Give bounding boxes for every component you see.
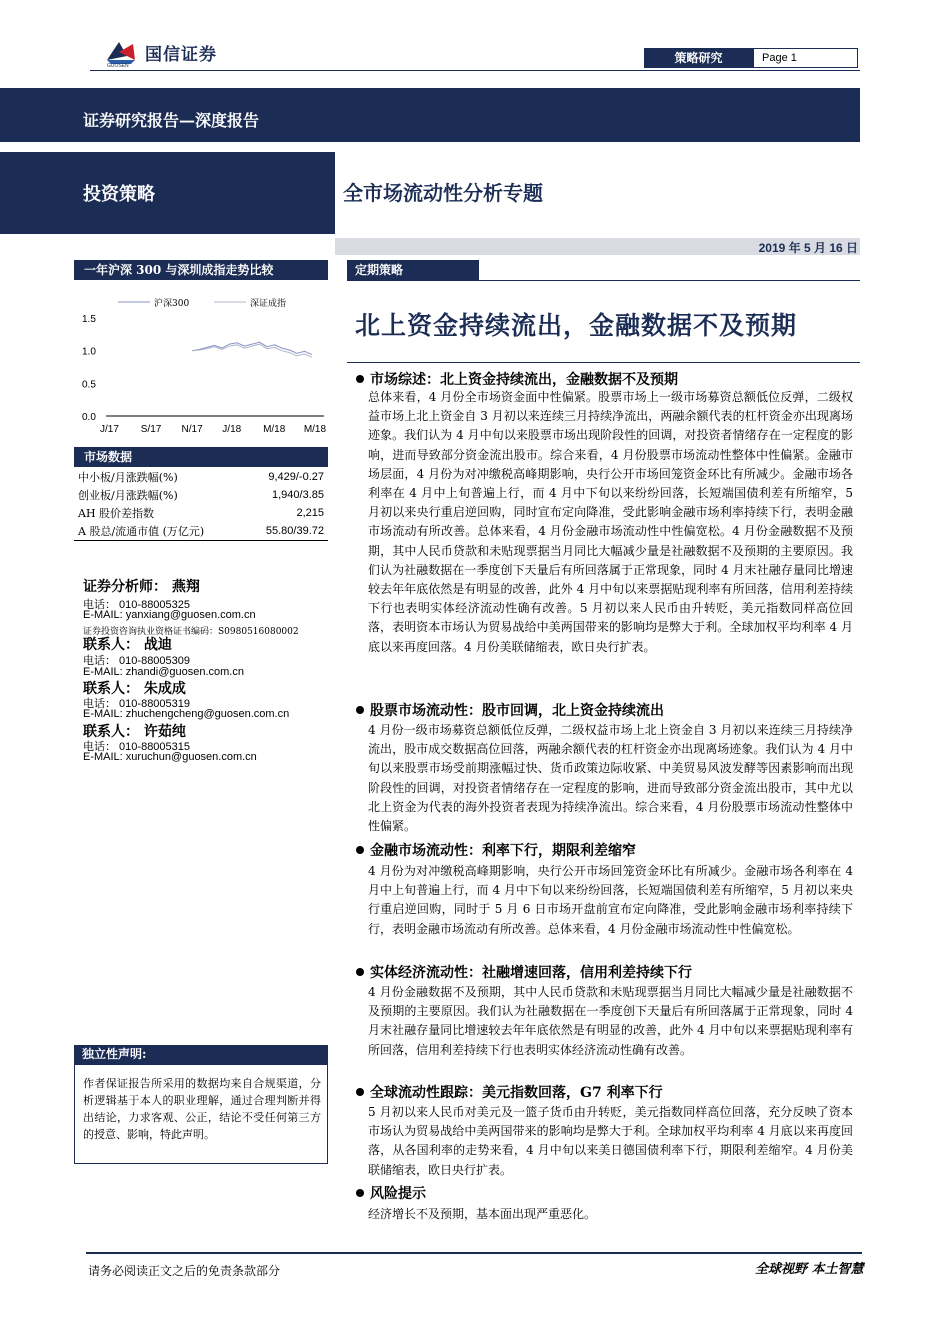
bullet-icon (356, 1189, 364, 1197)
independence-statement: 作者保证报告所采用的数据均来自合规渠道，分析逻辑基于本人的职业理解，通过合理判断并得出结论，力求客观、公正，结论不受任何第三方的授意、影响，特此声明。 (74, 1064, 328, 1164)
table-row (74, 504, 328, 522)
analyst-cert: 证券投资咨询执业资格证书编码：S0980516080002 (83, 627, 299, 637)
page-indicator: Page 1 (753, 48, 858, 68)
independence-title: 独立性声明: (74, 1045, 328, 1064)
report-type: 证券研究报告—深度报告 (83, 111, 260, 130)
row-value: 55.80/39.72 (244, 522, 328, 541)
row-value: 1,940/3.85 (272, 489, 324, 501)
table-row (74, 468, 328, 486)
market-data-table (74, 468, 328, 541)
table-row (74, 522, 328, 541)
x-tick-label: M/18 (303, 424, 327, 435)
logo-subtext: GUOSEN (107, 63, 129, 69)
bullet-icon (356, 846, 364, 854)
x-tick-label: S/17 (140, 424, 162, 435)
category-tag: 策略研究 (644, 48, 753, 68)
contact-phone: 电话： 010-88005319 (83, 698, 191, 710)
legend-szcz: 深证成指 (250, 299, 287, 309)
y-tick-label: 0.5 (82, 379, 96, 391)
row-value: 2,215 (296, 507, 324, 519)
row-label: AH 股价差指数 (78, 507, 155, 520)
y-tick-label: 1.0 (82, 346, 96, 358)
y-tick-label: 1.5 (82, 314, 96, 325)
legend-hs300: 沪深300 (154, 299, 190, 309)
section-heading: 全球流动性跟踪：美元指数回落，G7 利率下行 (356, 1082, 663, 1102)
contact-email[interactable]: E-MAIL: xuruchun@guosen.com.cn (83, 751, 257, 763)
section-band (0, 152, 335, 234)
section-body: 4 月份金融数据不及预期，其中人民币贷款和未贴现票据当月同比大幅减少量是社融数据不及预期的主要原因。我们认为社融数据在一季度创下天量后有所回落属于正常现象，同时 4 月末社融存量同比增速较去年年底依然是有明显的改善，此外 4 月中旬以来票据贴现利率有所回落，信用利差持续下行也表明实体经济流动性确有改善。 (368, 985, 853, 1057)
header-rule (90, 70, 860, 71)
bullet-icon (356, 1088, 364, 1096)
section-body: 5 月初以来人民币对美元及一篮子货币由升转贬，美元指数同样高位回落，充分反映了资本市场认为贸易战给中美两国带来的影响均是弊大于利。全球加权平均利率 4 月底以来再度回落，从各国利率的走势来看，4 月中旬以来美日德国债利率下行，期限利差缩窄。4 月份美联储缩表，欧日央行扩表。 (368, 1105, 853, 1177)
bullet-icon (356, 968, 364, 976)
section-heading: 股票市场流动性：股市回调，北上资金持续流出 (356, 700, 664, 720)
x-tick-label: N/17 (181, 424, 203, 435)
y-tick-label: 0.0 (82, 412, 96, 423)
contact-name: 联系人： 战迪 (83, 637, 172, 653)
contact-email[interactable]: E-MAIL: zhandi@guosen.com.cn (83, 666, 244, 678)
section-body: 4 月份为对冲缴税高峰期影响，央行公开市场回笼资金环比有所减少。金融市场各利率在 4 月中上旬普遍上行，而 4 月中下旬以来纷纷回落，长短端国债利差有所缩窄，5 月初以来央行重启逆回购，同时于 5 月 6 日市场开盘前宣布定向降准，受此影响金融市场利率持续下行，表明金融市场流动有所改善。总体来看，4 月份金融市场流动性中性偏宽松。 (368, 864, 853, 936)
contact-phone: 电话： 010-88005315 (83, 741, 191, 753)
section-tag: 定期策略 (347, 260, 479, 280)
section-label: 投资策略 (83, 184, 155, 205)
row-label: 中小板/月涨跌幅(%) (78, 471, 178, 484)
section-body: 总体来看，4 月份全市场资金面中性偏紧。股票市场上一级市场募资总额低位反弹，二级权益市场上北上资金自 3 月初以来连续三月持续净流出，两融余额代表的杠杆资金亦出现离场迹象。我们认为 4 月中旬以来股票市场出现阶段性的回调，对投资者情绪存在一定程度的影响，进而导致部分资金流出股市。综合来看，4 月份股票市场流动性整体中性偏紧。金融市场层面，4 月份为对冲缴税高峰期影响，央行公开市场回笼资金环比有所减少。金融市场各利率在 4 月中上旬普遍上行，而 4 月中下旬以来纷纷回落，长短端国债利差有所缩窄，5 月初以来央行重启逆回购，同时宣布定向降准，受此影响金融市场利率持续下行，表明金融市场流动有所改善。总体来看，4 月份金融市场流动性中性偏宽松。4 月份金融数据不及预期，其中人民币贷款和未贴现票据当月同比大幅减少量是社融数据不及预期的主要原因。我们认为社融数据在一季度创下天量后有所回落属于正常现象，同时 4 月末社融存量同比增速较去年年底依然是有明显的改善，此外 4 月中旬以来票据贴现利率有所回落，信用利差持续下行也表明实体经济流动性确有改善。5 月初以来人民币由升转贬，美元指数同样高位回落，表明资本市场认为贸易战给中美两国带来的影响均是弊大于利。全球加权平均利率 4 月底以来再度回落。4 月份美联储缩表，欧日央行扩表。 (368, 390, 853, 654)
section-heading: 风险提示 (356, 1183, 426, 1203)
logo-text: 国信证券 (145, 45, 217, 65)
row-label: A 股总/流通市值 (万亿元) (74, 522, 244, 541)
section-body: 4 月份一级市场募资总额低位反弹，二级权益市场上北上资金自 3 月初以来连续三月持续净流出，股市成交数据高位回落，两融余额代表的杠杆资金亦出现离场迹象。我们认为 4 月中旬以来股票市场受前期涨幅过快、货币政策边际收紧、中美贸易风波发酵等因素影响而出现阶段性的回调，对投资者情绪存在一定程度的影响，进而导致部分资金流出股市，其中尤以北上资金为代表的海外投资者表现为持续净流出。综合来看，4 月份股票市场流动性整体中性偏紧。 (368, 723, 853, 834)
analyst-email[interactable]: E-MAIL: yanxiang@guosen.com.cn (83, 609, 256, 621)
chart-title: 一年沪深 300 与深圳成指走势比较 (74, 260, 328, 280)
table-row (74, 486, 328, 504)
footer-rule (86, 1252, 862, 1254)
x-tick-label: J/17 (100, 424, 119, 435)
headline: 北上资金持续流出，金融数据不及预期 (355, 311, 798, 340)
bullet-icon (356, 375, 364, 383)
section-heading: 市场综述：北上资金持续流出，金融数据不及预期 (356, 369, 678, 389)
contact-name: 联系人： 朱成成 (83, 681, 186, 697)
x-tick-label: J/18 (222, 424, 242, 435)
footer-disclaimer: 请务必阅读正文之后的免责条款部分 (88, 1264, 281, 1278)
analyst-name: 证券分析师： 燕翔 (83, 579, 200, 595)
section-tag-rule (347, 280, 860, 281)
contact-name: 联系人： 许茹纯 (83, 724, 186, 740)
section-body: 经济增长不及预期，基本面出现严重恶化。 (368, 1207, 597, 1221)
analyst-phone: 电话： 010-88005325 (83, 599, 191, 611)
bullet-icon (356, 706, 364, 714)
section-heading: 金融市场流动性：利率下行，期限利差缩窄 (356, 840, 636, 860)
index-comparison-chart (74, 288, 328, 438)
row-value: 9,429/-0.27 (268, 471, 324, 483)
report-title: 全市场流动性分析专题 (343, 181, 543, 205)
report-date: 2019 年 5 月 16 日 (758, 241, 858, 255)
series-line-szcz (192, 344, 312, 357)
section-heading: 实体经济流动性：社融增速回落，信用利差持续下行 (356, 962, 692, 982)
contact-email[interactable]: E-MAIL: zhuchengcheng@guosen.com.cn (83, 708, 290, 720)
x-tick-label: M/18 (263, 424, 286, 435)
market-data-title: 市场数据 (74, 447, 328, 467)
row-label: 创业板/月涨跌幅(%) (78, 489, 178, 502)
footer-slogan: 全球视野 本土智慧 (755, 1262, 864, 1277)
contact-phone: 电话： 010-88005309 (83, 655, 191, 667)
headline-rule (347, 362, 860, 363)
